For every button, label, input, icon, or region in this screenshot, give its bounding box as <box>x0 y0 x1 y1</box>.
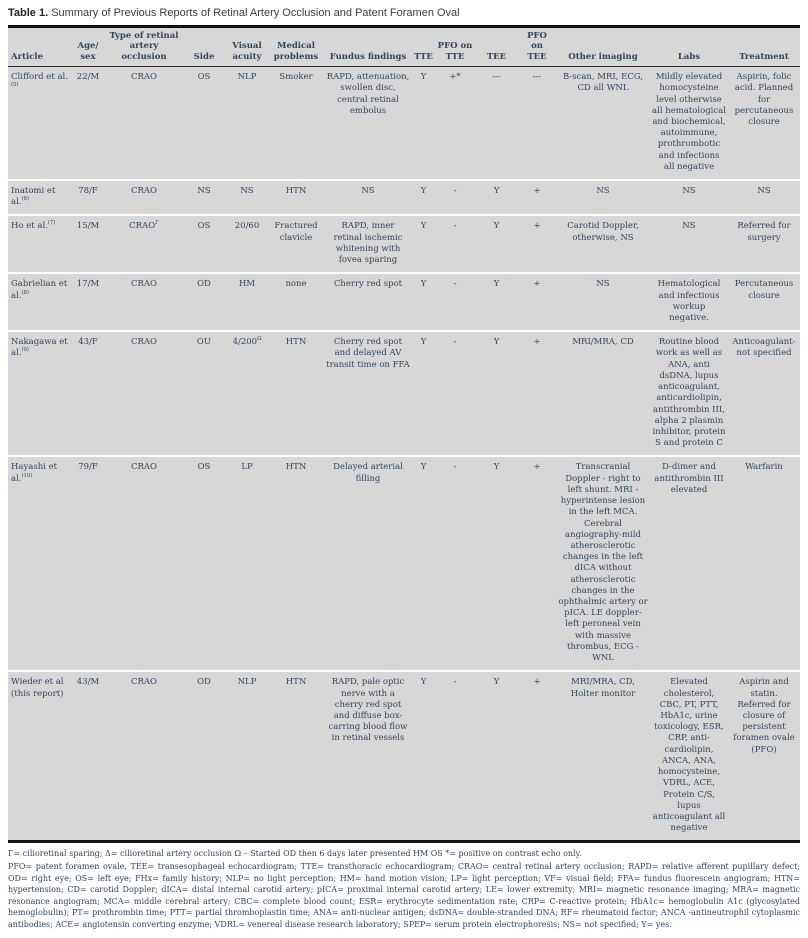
cell-labs: NS <box>650 180 728 215</box>
cell-pfo-on-tte: - <box>435 671 475 842</box>
cell-pfo-on-tte: - <box>435 215 475 273</box>
column-header-occlusion-type: Type of retinal artery occlusion <box>106 27 182 67</box>
cell-medical-problems: Fractured clavicle <box>268 215 324 273</box>
cell-pfo-on-tee: + <box>518 331 556 456</box>
cell-age-sex: 17/M <box>70 273 106 331</box>
cell-other-imaging: Transcranial Doppler - right to left shunt. MRI -hyperintense lesion in the left MCA. Cerebral angiography-mild atherosclerotic changes in the left dICA without atherosclerotic changes in the ophthalmic artery or pICA. LE doppler- left peroneal vein with massive thrombus, ECG -WNL <box>556 456 650 671</box>
cell-pfo-on-tee: + <box>518 671 556 842</box>
cell-age-sex: 78/F <box>70 180 106 215</box>
column-header-pfo-on-tee: PFO on TEE <box>518 27 556 67</box>
cell-labs: Mildly elevated homocysteine level otherwise all hematological and biochemical, autoimmune, prothrombotic and infections all negative <box>652 72 726 172</box>
superscript-marker: (7) <box>47 220 56 227</box>
cell-medical-problems: none <box>268 273 324 331</box>
cell-tee: Y <box>475 215 518 273</box>
cell-other-imaging: Carotid Doppler, otherwise, NS <box>556 215 650 273</box>
cell-pfo-on-tte: - <box>435 331 475 456</box>
cell-tee: --- <box>492 72 501 83</box>
table-number: Table 1. <box>8 7 49 19</box>
column-header-treatment: Treatment <box>728 27 800 67</box>
superscript-marker: Γ <box>155 220 159 227</box>
cell-labs: Elevated cholesterol, CBC, PT, PTT, HbA1c, urine toxicology, ESR, CRP, anti-cardiolipin, ANCA, ANA, homocysteine, VDRL, ACE, Protein C/S, lupus anticoagulant all negative <box>650 671 728 842</box>
cell-occlusion-type: CRAO <box>106 273 182 331</box>
cell-occlusion-type: $CRAO^\Gamma$ <box>106 215 182 273</box>
cell-age-sex: 43/M <box>70 671 106 842</box>
cell-article: Gabrielian et al.$^{(8)}$ <box>8 273 70 331</box>
table-row <box>8 180 800 215</box>
cell-article: Ho et al.$^{(7)}$ <box>8 215 70 273</box>
superscript-marker: (8) <box>21 289 29 296</box>
cell-fundus-findings: RAPD, attenuation, swollen disc, central retinal embolus <box>326 72 410 116</box>
cell-side: OU <box>182 331 226 456</box>
cell-side: OS <box>197 72 211 83</box>
cell-side: OD <box>182 671 226 842</box>
cell-tte: Y <box>412 273 435 331</box>
table-row <box>8 331 800 456</box>
cell-pfo-on-tte: - <box>435 180 475 215</box>
summary-table <box>8 25 800 843</box>
table-body <box>8 67 800 842</box>
cell-other-imaging: MRI/MRA, CD <box>556 331 650 456</box>
cell-pfo-on-tee: + <box>518 215 556 273</box>
table-caption <box>8 7 800 19</box>
superscript-marker: (9) <box>21 347 29 354</box>
cell-tte: Y <box>412 671 435 842</box>
table-row <box>8 215 800 273</box>
cell-occlusion-type: CRAO <box>106 180 182 215</box>
footnotes <box>8 848 800 930</box>
cell-fundus-findings: Delayed arterial filling <box>324 456 412 671</box>
cell-pfo-on-tte: - <box>435 456 475 671</box>
table-head <box>8 27 800 67</box>
cell-tee: Y <box>475 180 518 215</box>
cell-side: OS <box>182 456 226 671</box>
table-row <box>8 671 800 842</box>
cell-article: Clifford et al.$^{(5)}$ <box>11 72 68 89</box>
column-header-age-sex: Age/ sex <box>70 27 106 67</box>
table-header-row <box>8 27 800 67</box>
cell-visual-acuity: $4/200^\Omega$ <box>226 331 268 456</box>
cell-medical-problems: HTN <box>268 671 324 842</box>
column-header-medical-problems: Medical problems <box>268 27 324 67</box>
table-row <box>8 456 800 671</box>
cell-pfo-on-tte: +* <box>449 72 461 83</box>
cell-fundus-findings: RAPD, inner retinal ischemic whitening with fovea sparing <box>324 215 412 273</box>
cell-pfo-on-tee: --- <box>532 72 542 83</box>
column-header-pfo-on-tte: PFO on TTE <box>435 27 475 67</box>
superscript-marker: (10) <box>21 472 33 479</box>
cell-fundus-findings: Cherry red spot <box>324 273 412 331</box>
cell-other-imaging: B-scan, MRI, ECG, CD all WNL <box>562 72 644 94</box>
cell-visual-acuity: NS <box>226 180 268 215</box>
cell-tee: Y <box>475 273 518 331</box>
footnote-line: Γ= cilioretinal sparing; Δ= cilioretinal artery occlusion Ω – Started OD then 6 days later presented HM OS *= positive on contrast echo only. <box>8 849 582 859</box>
cell-fundus-findings: RAPD, pale optic nerve with a cherry red spot and diffuse box-carring blood flow in retinal vessels <box>324 671 412 842</box>
cell-pfo-on-tee: + <box>518 273 556 331</box>
cell-visual-acuity: LP <box>226 456 268 671</box>
column-header-article: Article <box>8 27 70 67</box>
superscript-marker: (6) <box>21 196 29 203</box>
cell-other-imaging: NS <box>556 273 650 331</box>
column-header-side: Side <box>182 27 226 67</box>
cell-article: Hayashi et al.$^{(10)}$ <box>8 456 70 671</box>
cell-occlusion-type: CRAO <box>106 331 182 456</box>
cell-article: Wieder et al (this report) <box>8 671 70 842</box>
cell-treatment: Aspirin, folic acid. Planned for percutaneous closure <box>734 72 794 127</box>
cell-pfo-on-tee: + <box>518 180 556 215</box>
cell-other-imaging: MRI/MRA, CD, Holter monitor <box>556 671 650 842</box>
cell-other-imaging: NS <box>556 180 650 215</box>
cell-medical-problems: HTN <box>268 456 324 671</box>
cell-treatment: Warfarin <box>728 456 800 671</box>
cell-treatment: NS <box>728 180 800 215</box>
cell-labs: Hematological and infectious workup negative. <box>650 273 728 331</box>
cell-article: Inatomi et al.$^{(6)}$ <box>8 180 70 215</box>
cell-tte: Y <box>412 180 435 215</box>
cell-fundus-findings: NS <box>324 180 412 215</box>
cell-tte: Y <box>412 331 435 456</box>
cell-article: Nakagawa et al.$^{(9)}$ <box>8 331 70 456</box>
cell-tte: Y <box>412 215 435 273</box>
cell-visual-acuity: NLP <box>237 72 257 83</box>
cell-treatment: Referred for surgery <box>728 215 800 273</box>
cell-tee: Y <box>475 456 518 671</box>
cell-treatment: Anticoagulant- not specified <box>728 331 800 456</box>
cell-medical-problems: Smoker <box>279 72 313 83</box>
cell-age-sex: 15/M <box>70 215 106 273</box>
cell-visual-acuity: HM <box>226 273 268 331</box>
column-header-labs: Labs <box>650 27 728 67</box>
cell-age-sex: 43/F <box>70 331 106 456</box>
column-header-visual-acuity: Visual acuity <box>226 27 268 67</box>
cell-age-sex: 79/F <box>70 456 106 671</box>
cell-age-sex: 22/M <box>76 72 100 83</box>
cell-side: NS <box>182 180 226 215</box>
column-header-tte: TTE <box>412 27 435 67</box>
footnote-line: PFO= patent foramen ovale, TEE= transesophageal echocardiogram; TTE= transthoracic echocardiogram; CRAO= central retinal artery occlusion; RAPD= relative afferent pupillary defect; OD= right eye; OS= left eye; FHx= family history; NLP= no light perception; HM= hand motion vision; LP= light perception; VF= visual field; FFA= fundus fluorescein angiogram; HTN= hypertension; CD= carotid Doppler; dICA= distal internal carotid artery; pICA= proximal internal carotid artery; LE= lower extremity; MRI= magnetic resonance imaging; MRA= magnetic resonance angiogram; MCA= middle cerebral artery; CBC= complete blood count; ESR= erythrocyte sedimentation rate; CRP= C-reactive protein; HbA1c= hemoglobulin A1c (glycosylated hemoglobulin); PT= prothrombin time; PTT= partial thromboplastin time; ANA= anti-nuclear antigen; dsDNA= double-stranded DNA; RF= rheumatoid factor; ANCA -antineutrophil cytoplasmic antibodies; ACE= angiotensin converting enzyme; VDRL= venereal disease research laboratory; SPEP= serum protein electrophoresis; NS= not specified; Y= yes. <box>8 862 800 929</box>
cell-tee: Y <box>475 331 518 456</box>
cell-medical-problems: HTN <box>268 331 324 456</box>
cell-side: OS <box>182 215 226 273</box>
cell-labs: D-dimer and antithrombin III elevated <box>650 456 728 671</box>
column-header-tee: TEE <box>475 27 518 67</box>
cell-pfo-on-tee: + <box>518 456 556 671</box>
cell-pfo-on-tte: - <box>435 273 475 331</box>
table-caption-text: Summary of Previous Reports of Retinal Artery Occlusion and Patent Foramen Oval <box>51 7 460 19</box>
cell-labs: Routine blood work as well as ANA, anti dsDNA, lupus anticoagulant, anticardiolipin, antithrombin III, alpha 2 plasmin inhibitor, protein S and protein C <box>650 331 728 456</box>
cell-labs: NS <box>650 215 728 273</box>
cell-side: OD <box>182 273 226 331</box>
column-header-other-imaging: Other imaging <box>556 27 650 67</box>
cell-treatment: Percutaneous closure <box>728 273 800 331</box>
cell-medical-problems: HTN <box>268 180 324 215</box>
cell-fundus-findings: Cherry red spot and delayed AV transit time on FFA <box>324 331 412 456</box>
cell-tee: Y <box>475 671 518 842</box>
cell-visual-acuity: 20/60 <box>226 215 268 273</box>
column-header-fundus-findings: Fundus findings <box>324 27 412 67</box>
cell-treatment: Aspirin and statin. Referred for closure of persistent foramen ovale (PFO) <box>728 671 800 842</box>
cell-occlusion-type: CRAO <box>106 456 182 671</box>
table-row <box>8 273 800 331</box>
superscript-marker: Ω <box>257 336 262 343</box>
cell-occlusion-type: CRAO <box>130 72 157 83</box>
cell-occlusion-type: CRAO <box>106 671 182 842</box>
cell-tte: Y <box>412 456 435 671</box>
cell-visual-acuity: NLP <box>226 671 268 842</box>
cell-tte: Y <box>420 72 427 83</box>
table-row <box>8 67 800 180</box>
superscript-marker: (5) <box>11 82 19 89</box>
